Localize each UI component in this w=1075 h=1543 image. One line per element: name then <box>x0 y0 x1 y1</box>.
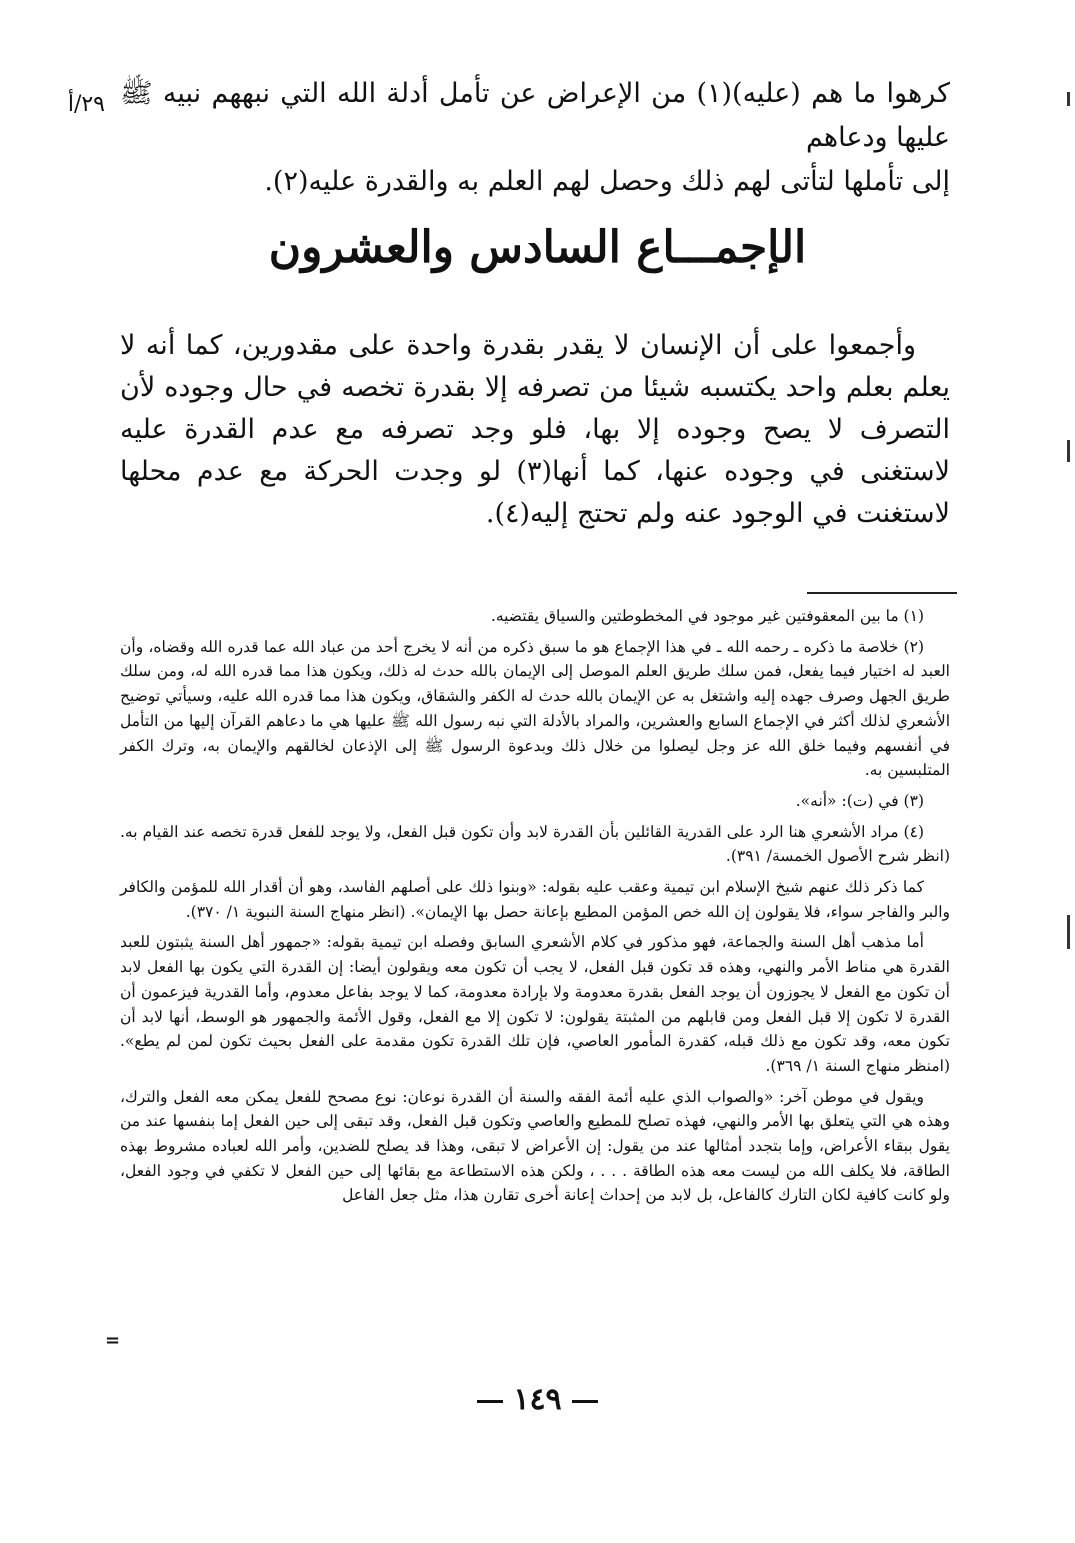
scan-edge-mark <box>1067 92 1070 106</box>
main-paragraph-text: وأجمعوا على أن الإنسان لا يقدر بقدرة واحدة على مقدورين، كما أنه لا يعلم بعلم واحد يكتسبه شيئا من تصرفه إلا بقدرة تخصه في حال وجوده لأن التصرف لا يصح وجوده إلا بها، فلو وجد تصرفه مع عدم القدرة عليه لاستغنى في وجوده عنها، كما أنها(٣) لو وجدت الحركة مع عدم محلها لاستغنت في الوجود عنه ولم تحتج إليه(٤). <box>120 330 950 529</box>
dash-right <box>572 1400 598 1403</box>
dash-left <box>477 1400 503 1403</box>
footnote-1: (١) ما بين المعقوفتين غير موجود في المخطوطتين والسياق يقتضيه. <box>490 607 924 625</box>
opening-line-1: كرهوا ما هم (عليه)(١) من الإعراض عن تأمل أدلة الله التي نبههم نبيه ﷺ عليها ودعاهم <box>120 78 950 153</box>
footnote-4-continued-3: ويقول في موطن آخر: «والصواب الذي عليه أئمة الفقه والسنة أن القدرة نوعان: نوع مصحح للفعل يمكن معه الفعل والترك، وهذه هي التي يتعلق بها الأمر والنهي، فهذه تصلح للمطيع والعاصي وتكون قبل الفعل، وقد تبقى إلى حين الفعل إما بنفسها عند من يقول ببقاء الأعراض، وإما بتجدد أمثالها عند من يقول: إن الأعراض لا تبقى، وهذا قد يصلح للضدين، وأمر الله لعباده مشروط بهذه الطاقة، فلا يكلف الله من ليست معه هذه الطاقة . . . ، ولكن هذه الاستطاعة مع بقائها إلى حين الفعل لا تكفي في وجود الفعل، ولو كانت كافية لكان التارك كالفاعل، بل لابد من إحداث إعانة أخرى تقارن هذا، مثل جعل الفاعل <box>120 1087 950 1205</box>
continuation-mark: = <box>105 1330 121 1351</box>
footnotes <box>120 604 950 1208</box>
footnote-4-continued-2: أما مذهب أهل السنة والجماعة، فهو مذكور في كلام الأشعري السابق وفصله ابن تيمية بقوله: «جمهور أهل السنة يثبتون للعبد القدرة هي مناط الأمر والنهي، وهذه قد تكون قبل الفعل، لا يجب أن تكون معه ويقولون أيضا: إن القدرة التي يكون بها الفعل لابد أن تكون مع الفعل لا يجوزون أن يوجد الفعل بقدرة معدومة ولا بإرادة معدومة، كما لا يوجد بفاعل معدوم، وأما القدرية فيزعمون أن القدرة لا تكون إلا قبل الفعل ومن قابلهم من المثبتة يقولون: لا تكون إلا مع الفعل، وقول الأئمة والجمهور هو الوسط، أنها لابد أن تكون معه، وقد تكون مع ذلك قبله، كقدرة المأمور العاصي، فإن تلك القدرة تكون مقدمة على الفعل بحيث تكون لمن لم يطع». (امنظر منهاج السنة ١/ ٣٦٩). <box>120 933 950 1075</box>
main-paragraph <box>120 325 950 535</box>
footnote-2: (٢) خلاصة ما ذكره ـ رحمه الله ـ في هذا الإجماع هو ما سبق ذكره من أنه لا يخرج أحد من عباد الله عما قدره الله وقضاه، وأن العبد له اختيار فيما يفعل، فمن سلك طريق العلم الموصل إلى الإيمان بالله حدث له ذلك، ويكون هذا مما قدره الله له، ومن سلك طريق الجهل وصرف جهده إليه واشتغل به عن الإيمان بالله حدث له الكفر والشقاق، ويكون هذا مما قدره الله عليه، وسيأتي توضيح الأشعري لذلك أكثر في الإجماع السابع والعشرين، والمراد بالأدلة التي نبه رسول الله ﷺ عليها هي ما دعاهم القرآن إليها من التأمل في أنفسهم وفيما خلق الله عز وجل ليصلوا من خلال ذلك وبدعوة الرسول ﷺ إلى الإذعان لخالقهم والإيمان به، وترك الكفر المتلبسين به. <box>120 637 950 780</box>
manuscript-folio-note: ٢٩/أ <box>67 92 105 117</box>
footnote-3: (٣) في (ت): «أنه». <box>795 791 924 810</box>
chapter-title: الإجمـــاع السادس والعشرون <box>268 222 807 273</box>
page-number <box>0 1382 1075 1417</box>
footnote-4: (٤) مراد الأشعري هنا الرد على القدرية القائلين بأن القدرة لابد وأن تكون قبل الفعل، ولا يوجد للفعل قدرة تخصه عند القيام به. (انظر شرح الأصول الخمسة/ ٣٩١). <box>120 822 950 866</box>
page-number-text: ١٤٩ <box>513 1382 562 1417</box>
opening-line-2: إلى تأملها لتأتى لهم ذلك وحصل لهم العلم به والقدرة عليه(٢). <box>264 166 950 197</box>
opening-paragraph <box>120 72 950 204</box>
scan-edge-mark <box>1067 915 1070 949</box>
footnote-separator <box>807 592 957 594</box>
footnote-4-continued-1: كما ذكر ذلك عنهم شيخ الإسلام ابن تيمية وعقب عليه بقوله: «وبنوا ذلك على أصلهم الفاسد، وهو أن أقدار الله للمؤمن والكافر والبر والفاجر سواء، فلا يقولون إن الله خص المؤمن المطيع بإعانة حصل بها الإيمان». (انظر منهاج السنة النبوية ١/ ٣٧٠). <box>120 878 950 921</box>
scan-edge-mark <box>1067 440 1070 462</box>
